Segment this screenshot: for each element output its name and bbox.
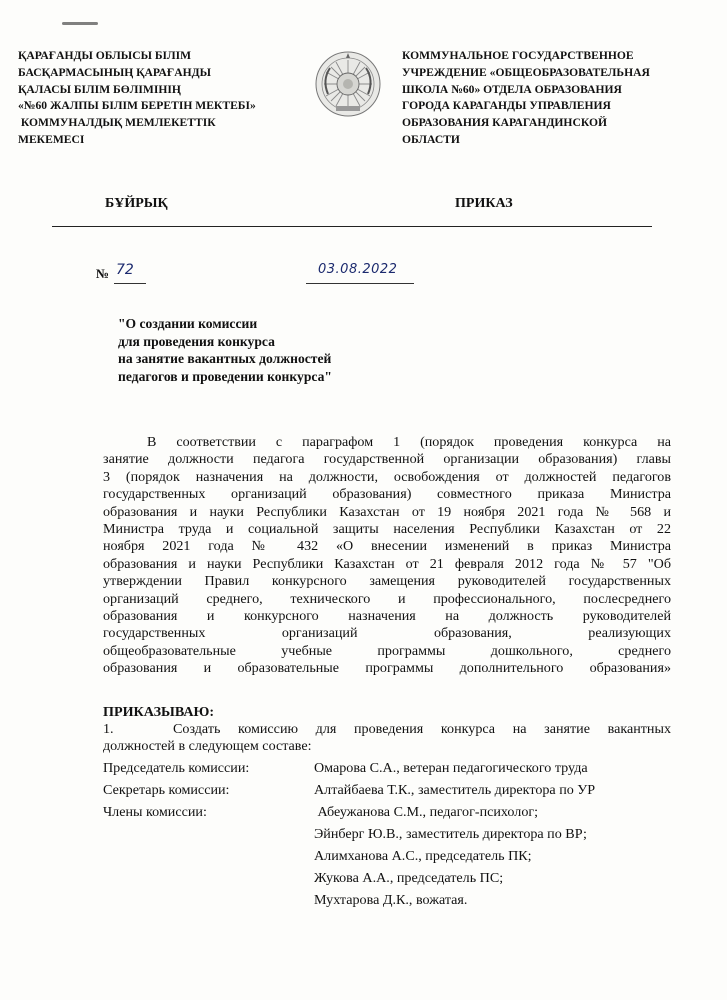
doc-type-kazakh: БҰЙРЫҚ [105,196,168,211]
item-line [103,721,671,738]
commission-member: Алтайбаева Т.К., заместитель директора по УР [314,782,596,798]
commission-member: Эйнберг Ю.В., заместитель директора по ВР; [314,826,587,842]
body-line: общеобразовательные учебные программы дошкольного, среднего [103,642,671,659]
order-title [118,315,332,385]
commission-role: Члены комиссии: [103,804,207,820]
commission-role: Секретарь комиссии: [103,782,230,798]
header-kz-line: МЕКЕМЕСІ [18,132,85,146]
header-russian [402,48,702,149]
scan-mark [62,22,98,25]
title-line: "О создании комиссии [118,316,258,331]
item-number: 1. [103,721,114,737]
order-date-underline [306,283,414,284]
item-line: должностей в следующем составе: [103,738,312,755]
body-line: государственных организаций образования) совместного приказа Министра [103,486,671,503]
header-kz-line: КОММУНАЛДЫҚ МЕМЛЕКЕТТІК [18,116,216,130]
title-line: для проведения конкурса [118,333,275,349]
preamble-paragraph [103,434,671,677]
order-number-label: № [96,266,110,281]
item-text: Создать комиссию для проведения конкурса на занятие вакантных [173,721,671,737]
order-directive: ПРИКАЗЫВАЮ: [103,704,215,720]
commission-member: Омарова С.А., ветеран педагогического труда [314,760,588,776]
commission-member: Жукова А.А., председатель ПС; [314,870,504,886]
body-line: образования и науки Республики Казахстан от 19 ноября 2021 года № 568 и [103,503,671,520]
commission-member: Мухтарова Д.К., вожатая. [314,892,468,908]
title-line: педагогов и проведении конкурса" [118,368,332,384]
header-kz-line: БАСҚАРМАСЫНЫҢ ҚАРАҒАНДЫ [18,65,212,79]
header-ru-line: ШКОЛА №60» ОТДЕЛА ОБРАЗОВАНИЯ [402,82,622,96]
order-date-handwritten: 03.08.2022 [318,262,398,277]
body-line: образования и конкурсного назначения на должность руководителей [103,607,671,624]
order-number-handwritten: 72 [116,262,134,278]
header-ru-line: ГОРОДА КАРАГАНДЫ УПРАВЛЕНИЯ [402,99,611,113]
body-line: государственных организаций образования, реализующих [103,625,671,642]
header-ru-line: КОММУНАЛЬНОЕ ГОСУДАРСТВЕННОЕ [402,49,634,62]
body-line: образования и образовательные программы дополнительного образования» [103,660,671,677]
body-line: занятие должности педагога государственной организации образования) главы [103,451,671,468]
header-ru-line: ОБРАЗОВАНИЯ КАРАГАНДИНСКОЙ [402,116,607,130]
title-line: на занятие вакантных должностей [118,351,332,367]
body-line: утверждении Правил конкурсного замещения руководителей государственных [103,573,671,590]
commission-member: Алимханова А.С., председатель ПК; [314,848,532,864]
state-emblem-icon [314,50,382,118]
body-line: В соответствии с параграфом 1 (порядок проведения конкурса на [147,434,671,450]
header-divider [52,226,652,227]
commission-role: Председатель комиссии: [103,760,250,776]
body-line: 3 (порядок назначения на должности, освобождения от должностей педагогов [103,468,671,485]
header-ru-line: ОБЛАСТИ [402,132,460,146]
body-line: организаций среднего, технического и профессионального, послесреднего [103,590,671,607]
header-kz-line: ҚАРАҒАНДЫ ОБЛЫСЫ БІЛІМ [18,49,192,62]
order-item-1 [103,721,671,756]
header-kz-line: «№60 ЖАЛПЫ БІЛІМ БЕРЕТІН МЕКТЕБІ» [18,99,256,113]
header-ru-line: УЧРЕЖДЕНИЕ «ОБЩЕОБРАЗОВАТЕЛЬНАЯ [402,65,650,79]
commission-member: Абеужанова С.М., педагог-психолог; [314,804,539,820]
body-line: Министра труда и социальной защиты населения Республики Казахстан от 22 [103,520,671,537]
body-line: ноября 2021 года № 432 «О внесении изменений в приказ Министра [103,538,671,555]
order-number-underline [114,283,146,284]
body-line: образования и науки Республики Казахстан от 21 февраля 2012 года № 57 "Об [103,555,671,572]
header-kazakh [18,48,318,149]
header-kz-line: ҚАЛАСЫ БІЛІМ БӨЛІМІНІҢ [18,82,181,96]
doc-type-russian: ПРИКАЗ [455,196,513,211]
